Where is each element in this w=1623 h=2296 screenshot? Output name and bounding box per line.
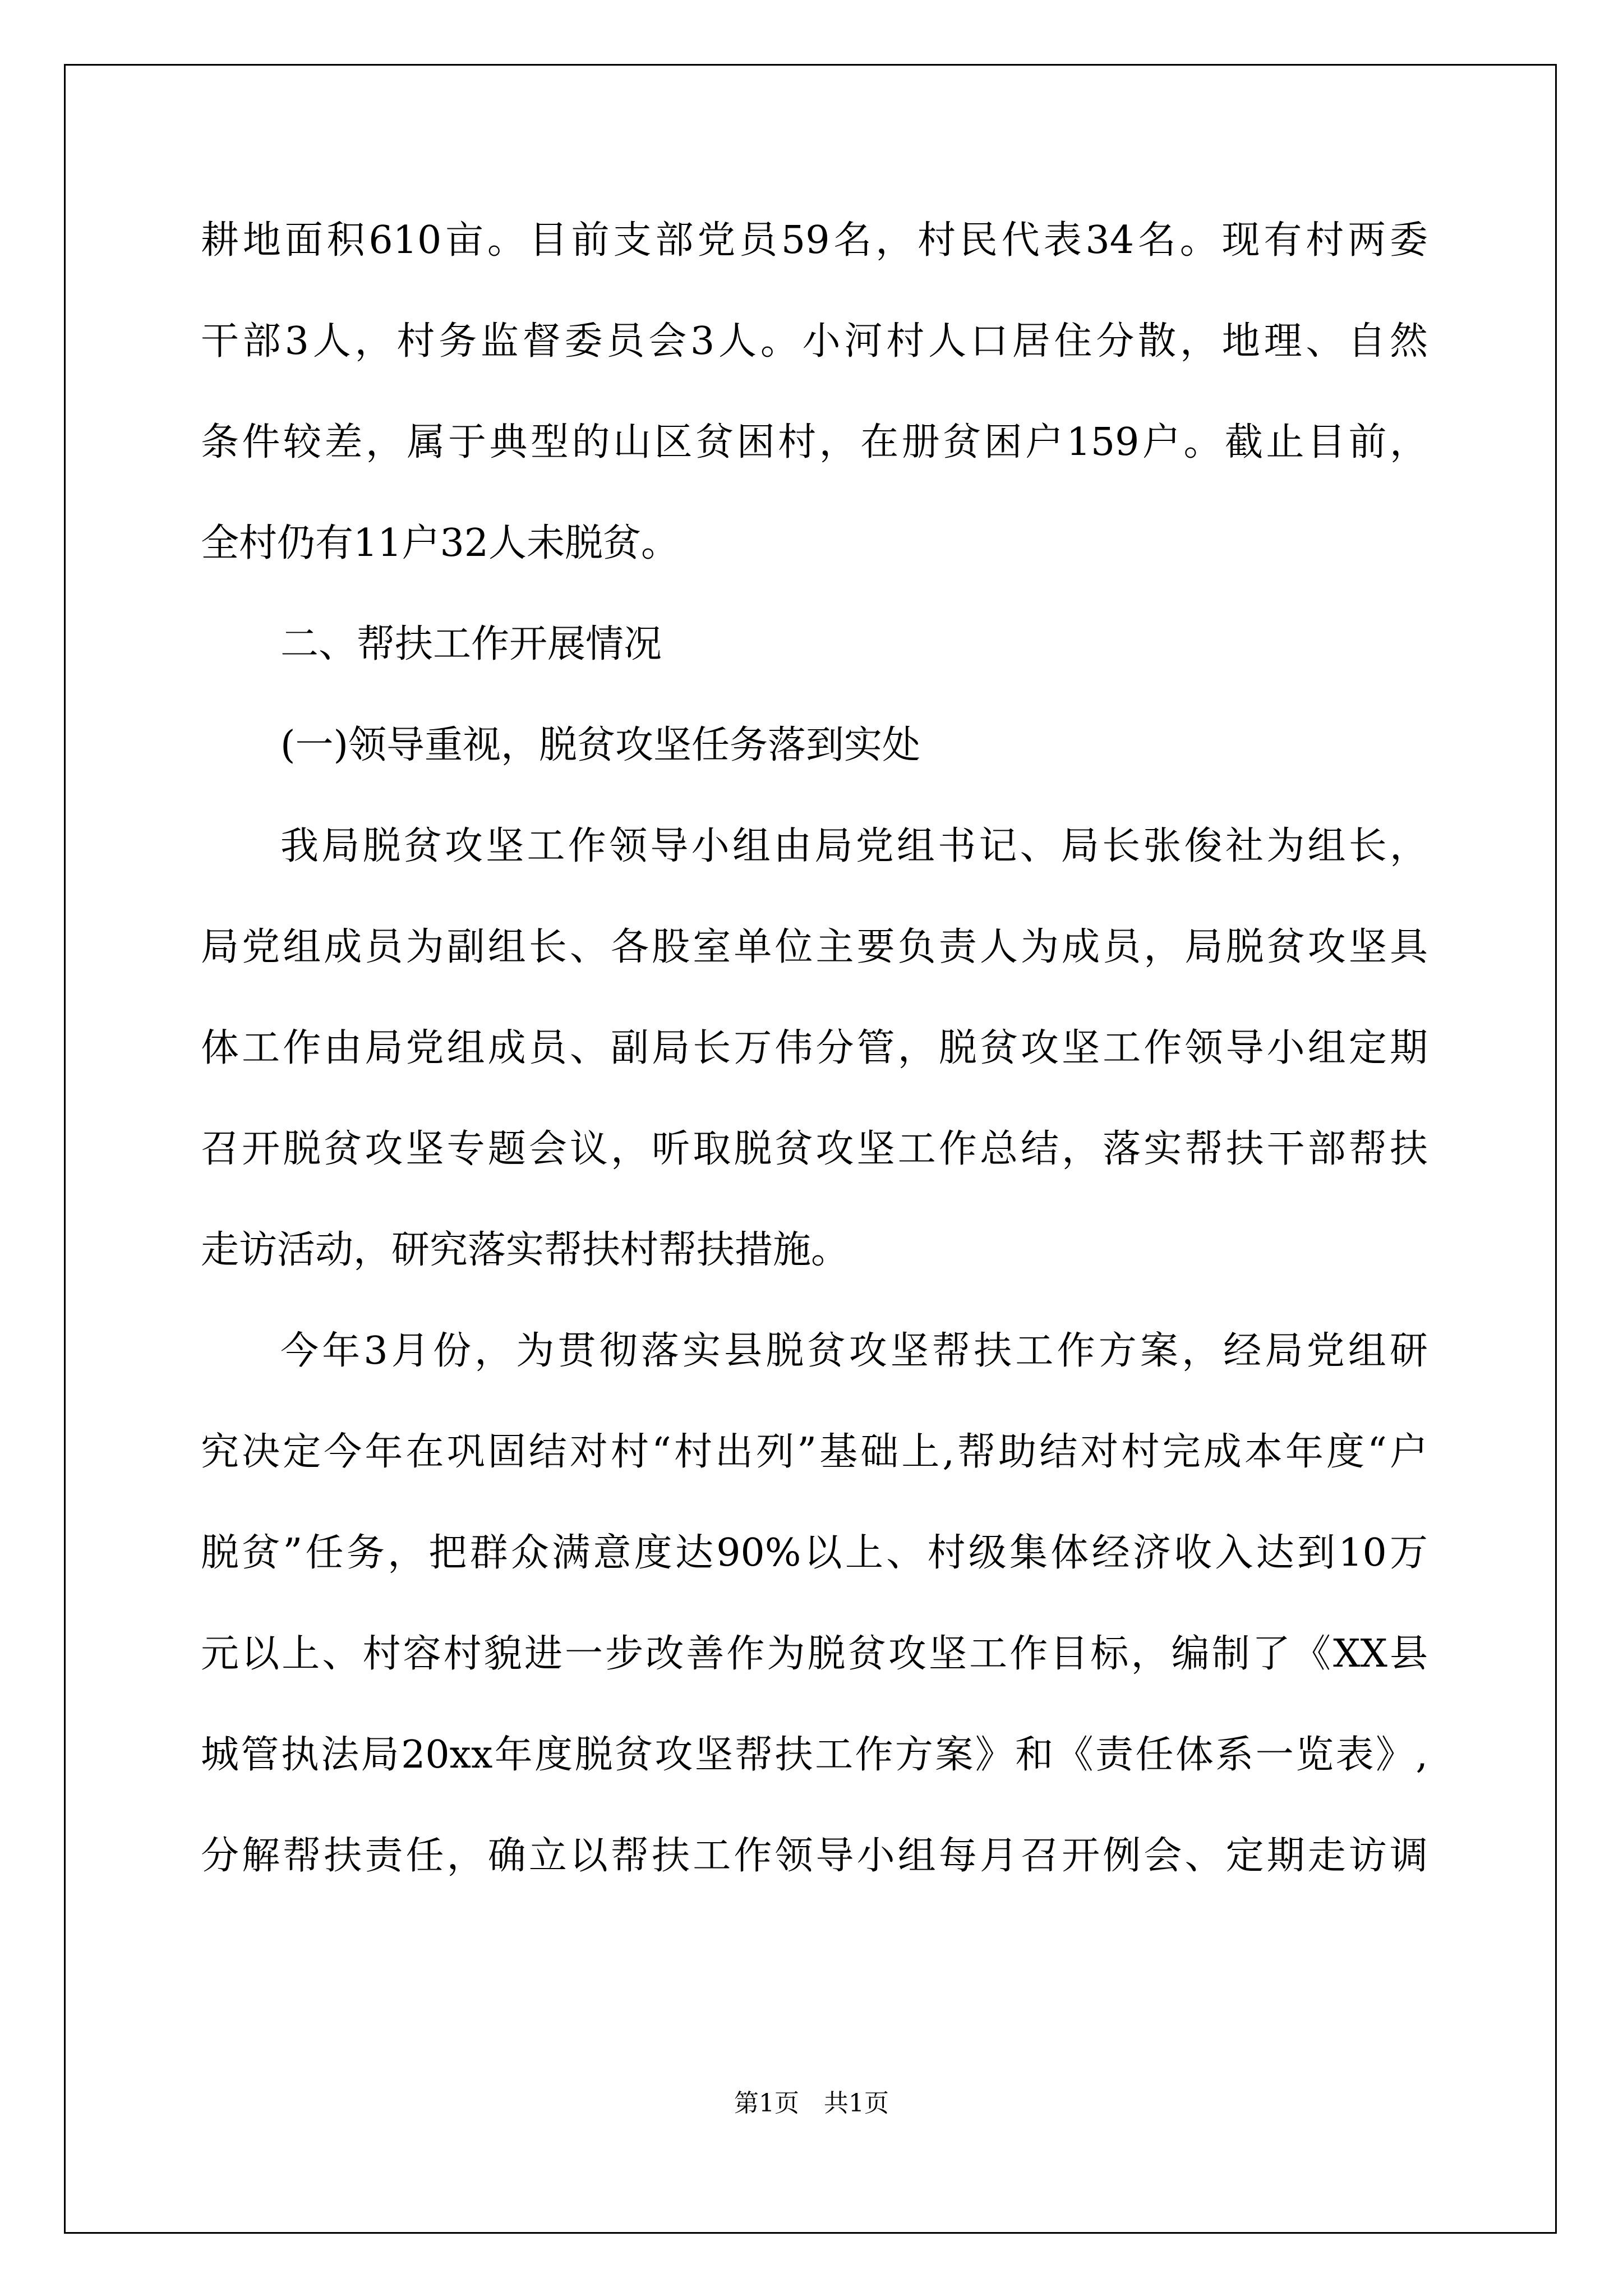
text-line: 我局脱贫攻坚工作领导小组由局党组书记、局长张俊社为组长， [280, 824, 1428, 868]
page-footer: 第1页 共1页 [734, 2089, 889, 2118]
text-line: 究决定今年在巩固结对村“村出列”基础上,帮助结对村完成本年度“户 [201, 1430, 1428, 1474]
text-line: 脱贫”任务，把群众满意度达90%以上、村级集体经济收入达到10万 [201, 1531, 1428, 1575]
text-line: 局党组成员为副组长、各股室单位主要负责人为成员，局脱贫攻坚具 [201, 925, 1428, 969]
text-line: 走访活动，研究落实帮扶村帮扶措施。 [201, 1228, 850, 1272]
section-heading: 二、帮扶工作开展情况 [280, 622, 662, 666]
text-line: 体工作由局党组成员、副局长万伟分管，脱贫攻坚工作领导小组定期 [201, 1026, 1428, 1070]
text-line: 条件较差，属于典型的山区贫困村，在册贫困户159户。截止目前， [201, 420, 1428, 464]
text-line: 干部3人，村务监督委员会3人。小河村人口居住分散，地理、自然 [201, 319, 1428, 364]
text-line: 耕地面积610亩。目前支部党员59名，村民代表34名。现有村两委 [201, 218, 1428, 263]
text-line: 今年3月份，为贯彻落实县脱贫攻坚帮扶工作方案，经局党组研 [280, 1329, 1428, 1373]
subsection-heading: (一)领导重视，脱贫攻坚任务落到实处 [280, 723, 921, 767]
text-line: 城管执法局20xx年度脱贫攻坚帮扶工作方案》和《责任体系一览表》, [201, 1733, 1428, 1777]
text-line: 全村仍有11户32人未脱贫。 [201, 521, 680, 565]
text-line: 分解帮扶责任，确立以帮扶工作领导小组每月召开例会、定期走访调 [201, 1834, 1428, 1878]
text-line: 召开脱贫攻坚专题会议，听取脱贫攻坚工作总结，落实帮扶干部帮扶 [201, 1127, 1428, 1171]
text-line: 元以上、村容村貌进一步改善作为脱贫攻坚工作目标，编制了《XX县 [201, 1632, 1428, 1676]
